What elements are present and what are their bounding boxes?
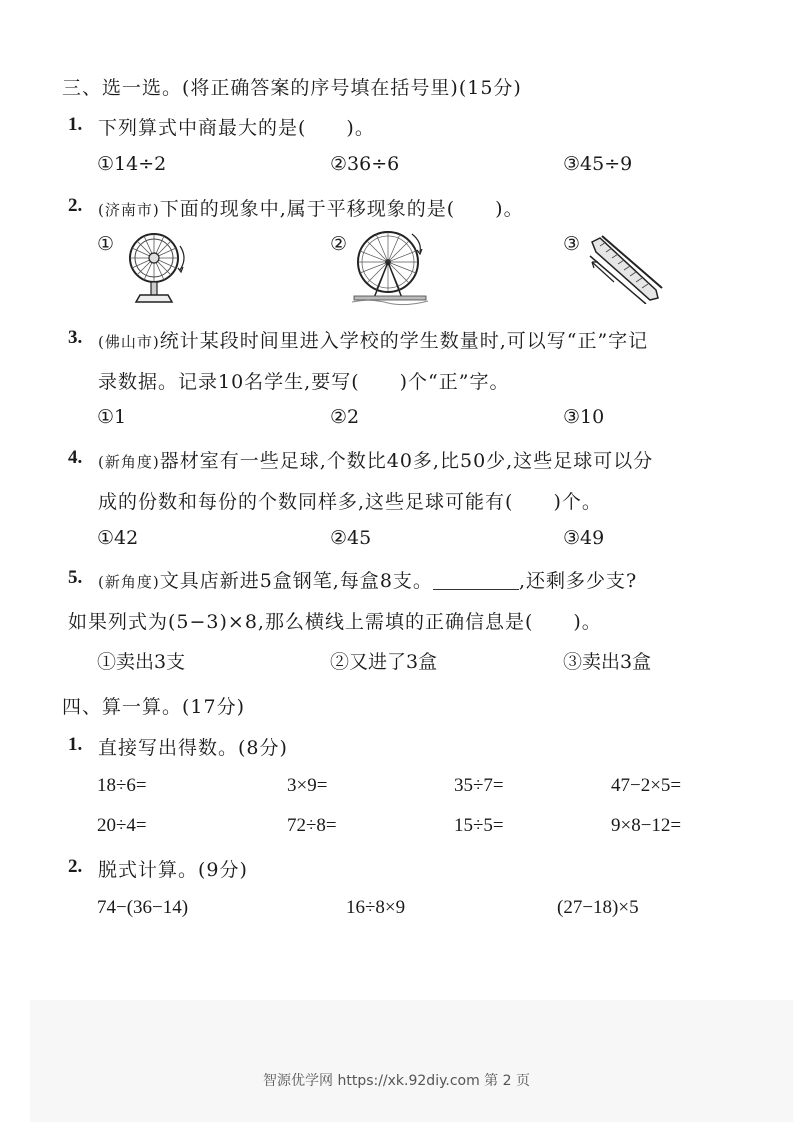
mental-math-item: 20÷4= [97,815,147,836]
q3-source: (佛山市) [98,333,160,351]
q5-line-1 [98,566,637,593]
q5-source: (新角度) [98,573,160,591]
mental-math-item: 35÷7= [454,775,504,796]
section-4-title: 四、算一算。(17分) [62,696,246,718]
mental-math-item: 72÷8= [287,815,337,836]
q5-option-2: ②又进了3盒 [330,651,438,673]
step-calc-item: 16÷8×9 [346,897,406,918]
q4-line-1 [98,446,653,473]
q5-option-3: ③卖出3盒 [563,651,652,673]
q1-option-2: ②36÷6 [330,153,400,175]
mental-math-item: 9×8−12= [611,815,682,836]
q4-source: (新角度) [98,453,160,471]
q2-source: (济南市) [98,201,160,219]
q4-number: 4. [68,447,83,468]
step-calc-item: (27−18)×5 [557,897,639,918]
q1-option-1: ①14÷2 [97,153,167,175]
ferris-wheel-image [350,226,430,308]
q5-option-1: ①卖出3支 [97,651,186,673]
q1-text: 下列算式中商最大的是( )。 [98,117,375,139]
q3-line-1 [98,326,648,353]
mental-math-item: 47−2×5= [611,775,682,796]
q5-text-1a: 文具店新进5盒钢笔,每盒8支。 [159,570,433,592]
page-footer: 智源优学网 https://xk.92diy.com 第 2 页 [263,1073,530,1089]
q3-option-1: ①1 [97,406,127,428]
mental-math-item: 3×9= [287,775,328,796]
q5-text-1b: ,还剩多少支? [518,570,638,592]
q4-text-2: 成的份数和每份的个数同样多,这些足球可能有( )个。 [98,491,602,513]
q3-number: 3. [68,327,83,348]
q3-option-3: ③10 [563,406,605,428]
mental-math-item: 15÷5= [454,815,504,836]
q5-answer-blank[interactable] [433,571,519,590]
q2-option-2: ② [330,233,348,255]
q3-text-2: 录数据。记录10名学生,要写( )个“正”字。 [98,371,510,393]
q4-text-1: 器材室有一些足球,个数比40多,比50少,这些足球可以分 [159,450,654,472]
q2-text: 下面的现象中,属于平移现象的是( )。 [159,198,524,220]
q5-number: 5. [68,567,83,588]
q5-text-2: 如果列式为(5−3)×8,那么横线上需填的正确信息是( )。 [68,611,602,633]
calc-q1-text: 直接写出得数。(8分) [98,737,288,759]
q2-number: 2. [68,195,83,216]
step-calc-item: 74−(36−14) [97,897,189,918]
footer-band [30,1000,793,1122]
q2-option-1: ① [97,233,115,255]
q1-option-3: ③45÷9 [563,153,633,175]
q3-text-1: 统计某段时间里进入学校的学生数量时,可以写“正”字记 [159,330,649,352]
calc-q2-number: 2. [68,856,83,877]
q1-number: 1. [68,114,83,135]
calc-q1-number: 1. [68,734,83,755]
mental-math-item: 18÷6= [97,775,147,796]
section-3-title: 三、选一选。(将正确答案的序号填在括号里)(15分) [62,77,522,99]
q3-option-2: ②2 [330,406,360,428]
calc-q2-text: 脱式计算。(9分) [98,859,248,881]
q4-option-1: ①42 [97,527,139,549]
q4-option-3: ③49 [563,527,605,549]
q2-option-3: ③ [563,233,581,255]
escalator-image [586,232,666,304]
electric-fan-image [122,228,192,306]
q4-option-2: ②45 [330,527,372,549]
q2-line [98,194,524,221]
